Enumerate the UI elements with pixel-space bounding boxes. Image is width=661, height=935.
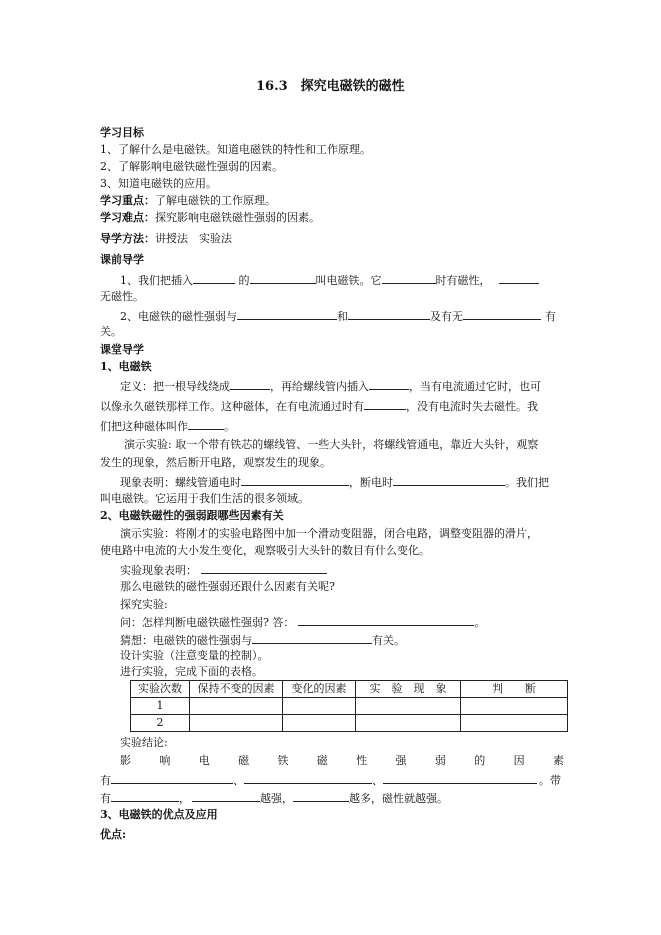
blank-line <box>348 308 430 320</box>
phenomenon-line1 <box>120 474 549 490</box>
demo-line1: 演示实验: 取一个带有铁芯的螺线管、一些大头针，将螺线管通电，靠近大头针，观察 <box>124 438 539 451</box>
blank-line <box>383 772 537 784</box>
table-header: 实 验 现 象 <box>356 681 461 698</box>
text: 、 <box>372 774 383 787</box>
table-cell <box>461 698 568 715</box>
text: 性 <box>356 754 368 767</box>
ask-line <box>120 614 485 630</box>
text: 、 <box>233 774 244 787</box>
table-cell <box>190 715 283 732</box>
key-point <box>100 194 276 208</box>
blank-line <box>111 772 233 784</box>
text: 电 <box>198 754 210 767</box>
blank-line <box>369 378 409 390</box>
text: 问：怎样判断电磁铁磁性强弱? 答： <box>120 616 295 629</box>
text: 及有无 <box>430 310 463 323</box>
design-line: 设计实验（注意变量的控制）。 <box>120 649 269 662</box>
method <box>100 232 232 246</box>
s2-question: 那么电磁铁的磁性强弱还跟什么因素有关呢? <box>120 580 335 593</box>
section1-heading: 1、电磁铁 <box>100 360 152 373</box>
blank-line <box>188 418 224 430</box>
table-cell: 1 <box>131 698 190 715</box>
blank-line <box>382 272 436 284</box>
text: 有 <box>545 310 556 323</box>
blank-line <box>201 562 327 574</box>
s2-demo-line1: 演示实验：将刚才的实验电路图中加一个滑动变阻器，闭合电路，调整变阻器的滑片， <box>120 527 538 540</box>
text: 时有磁性， <box>435 274 491 287</box>
blank-line <box>230 378 270 390</box>
table-cell: 2 <box>131 715 190 732</box>
table-header: 变化的因素 <box>283 681 356 698</box>
pre-q2-line2: 关。 <box>100 325 122 338</box>
pre-q1-line2: 无磁性。 <box>100 290 144 303</box>
table-cell <box>356 698 461 715</box>
blank-line <box>499 272 539 284</box>
text: 实验现象表明： <box>120 564 197 577</box>
text: 磁 <box>238 754 250 767</box>
text: 。我们把 <box>505 476 549 489</box>
text: 磁 <box>316 754 328 767</box>
difficult-point <box>100 211 320 225</box>
goal-item: 2、了解影响电磁铁磁性强弱的因素。 <box>100 160 283 173</box>
blank-line <box>252 632 372 644</box>
table-row <box>131 698 568 715</box>
method-text: 讲授法 实验法 <box>155 232 232 245</box>
text: 们把这种磁体叫作 <box>100 420 188 433</box>
blank-line <box>364 398 406 410</box>
text: 现象表明：螺线管通电时 <box>120 476 241 489</box>
explore-label: 探究实验: <box>120 598 168 611</box>
text: 1、我们把插入 <box>120 274 193 287</box>
goals-heading: 学习目标 <box>100 126 144 139</box>
pre-heading: 课前导学 <box>100 253 144 266</box>
blank-line <box>237 308 337 320</box>
text: 。 <box>474 616 486 629</box>
blank-line <box>241 474 349 486</box>
section3-heading: 3、电磁铁的优点及应用 <box>100 808 218 821</box>
blank-line <box>111 790 179 802</box>
conclusion-line3 <box>100 790 448 806</box>
text: 2、电磁铁的磁性强弱与 <box>120 310 237 323</box>
guess-line <box>120 632 405 648</box>
experiment-table <box>130 680 568 732</box>
table-header-row <box>131 681 568 698</box>
conclusion-label: 实验结论: <box>120 736 168 749</box>
conclusion-line2 <box>100 772 561 788</box>
advantages-label: 优点: <box>100 828 127 841</box>
do-line: 进行实验，完成下面的表格。 <box>120 665 263 678</box>
key-text: 了解电磁铁的工作原理。 <box>155 194 276 207</box>
text: 强 <box>395 754 407 767</box>
blank-line <box>298 614 474 626</box>
text: 弱 <box>434 754 446 767</box>
text: 越多，磁性就越强。 <box>349 792 448 805</box>
text: ， <box>179 792 190 805</box>
pre-q2-line1 <box>120 308 556 324</box>
text: 以像永久磁铁那样工作。这种磁体，在有电流通过时有 <box>100 400 364 413</box>
text: 素 <box>552 754 564 767</box>
text: 叫电磁铁。它 <box>315 274 382 287</box>
table-header: 实验次数 <box>131 681 190 698</box>
goal-item: 3、知道电磁铁的应用。 <box>100 177 217 190</box>
blank-line <box>393 474 505 486</box>
text: 。 <box>224 420 235 433</box>
text: 和 <box>337 310 348 323</box>
blank-line <box>293 790 349 802</box>
difficult-text: 探究影响电磁铁磁性强弱的因素。 <box>155 211 320 224</box>
definition-line3 <box>100 418 235 434</box>
text: ，当有电流通过它时，也可 <box>409 380 541 393</box>
blank-line <box>193 272 235 284</box>
table-cell <box>283 698 356 715</box>
text: 因 <box>513 754 525 767</box>
method-label: 导学方法： <box>100 232 155 245</box>
page-title: 16.3 探究电磁铁的磁性 <box>256 79 405 94</box>
difficult-label: 学习难点： <box>100 211 155 224</box>
text: 有 <box>100 792 111 805</box>
table-header: 判 断 <box>461 681 568 698</box>
blank-line <box>244 772 372 784</box>
text: ，再给螺线管内插入 <box>270 380 369 393</box>
text: 。带 <box>539 774 561 787</box>
text: 猜想：电磁铁的磁性强弱与 <box>120 634 252 647</box>
definition-line2 <box>100 398 538 414</box>
conclusion-spread-line <box>120 754 564 768</box>
section2-heading: 2、电磁铁磁性的强弱跟哪些因素有关 <box>100 509 284 522</box>
phenomenon-line2: 叫电磁铁。它运用于我们生活的很多领域。 <box>100 492 309 505</box>
table-cell <box>190 698 283 715</box>
text: 影 <box>120 754 131 767</box>
table-header: 保持不变的因素 <box>190 681 283 698</box>
s2-demo-line2: 使电路中电流的大小发生变化，观察吸引大头针的数目有什么变化。 <box>100 544 430 557</box>
text: 有 <box>100 774 111 787</box>
text: 的 <box>474 754 486 767</box>
text: 越强， <box>260 792 293 805</box>
class-heading: 课堂导学 <box>100 343 144 356</box>
blank-line <box>463 308 541 320</box>
definition-line1 <box>120 378 541 394</box>
s2-phenomenon <box>120 562 327 578</box>
text: ，没有电流时失去磁性。我 <box>406 400 538 413</box>
goal-item: 1、了解什么是电磁铁。知道电磁铁的特性和工作原理。 <box>100 143 371 156</box>
demo-line2: 发生的现象，然后断开电路，观察发生的现象。 <box>100 456 331 469</box>
pre-q1-line1 <box>120 272 539 288</box>
text: 的 <box>238 274 250 287</box>
text: ，断电时 <box>349 476 393 489</box>
text: 响 <box>159 754 171 767</box>
table-row <box>131 715 568 732</box>
blank-line <box>192 790 260 802</box>
table-cell <box>356 715 461 732</box>
table-cell <box>283 715 356 732</box>
key-label: 学习重点： <box>100 194 155 207</box>
text: 有关。 <box>372 634 405 647</box>
table-cell <box>461 715 568 732</box>
blank-line <box>250 272 316 284</box>
text: 铁 <box>277 754 289 767</box>
text: 定义：把一根导线绕成 <box>120 380 230 393</box>
